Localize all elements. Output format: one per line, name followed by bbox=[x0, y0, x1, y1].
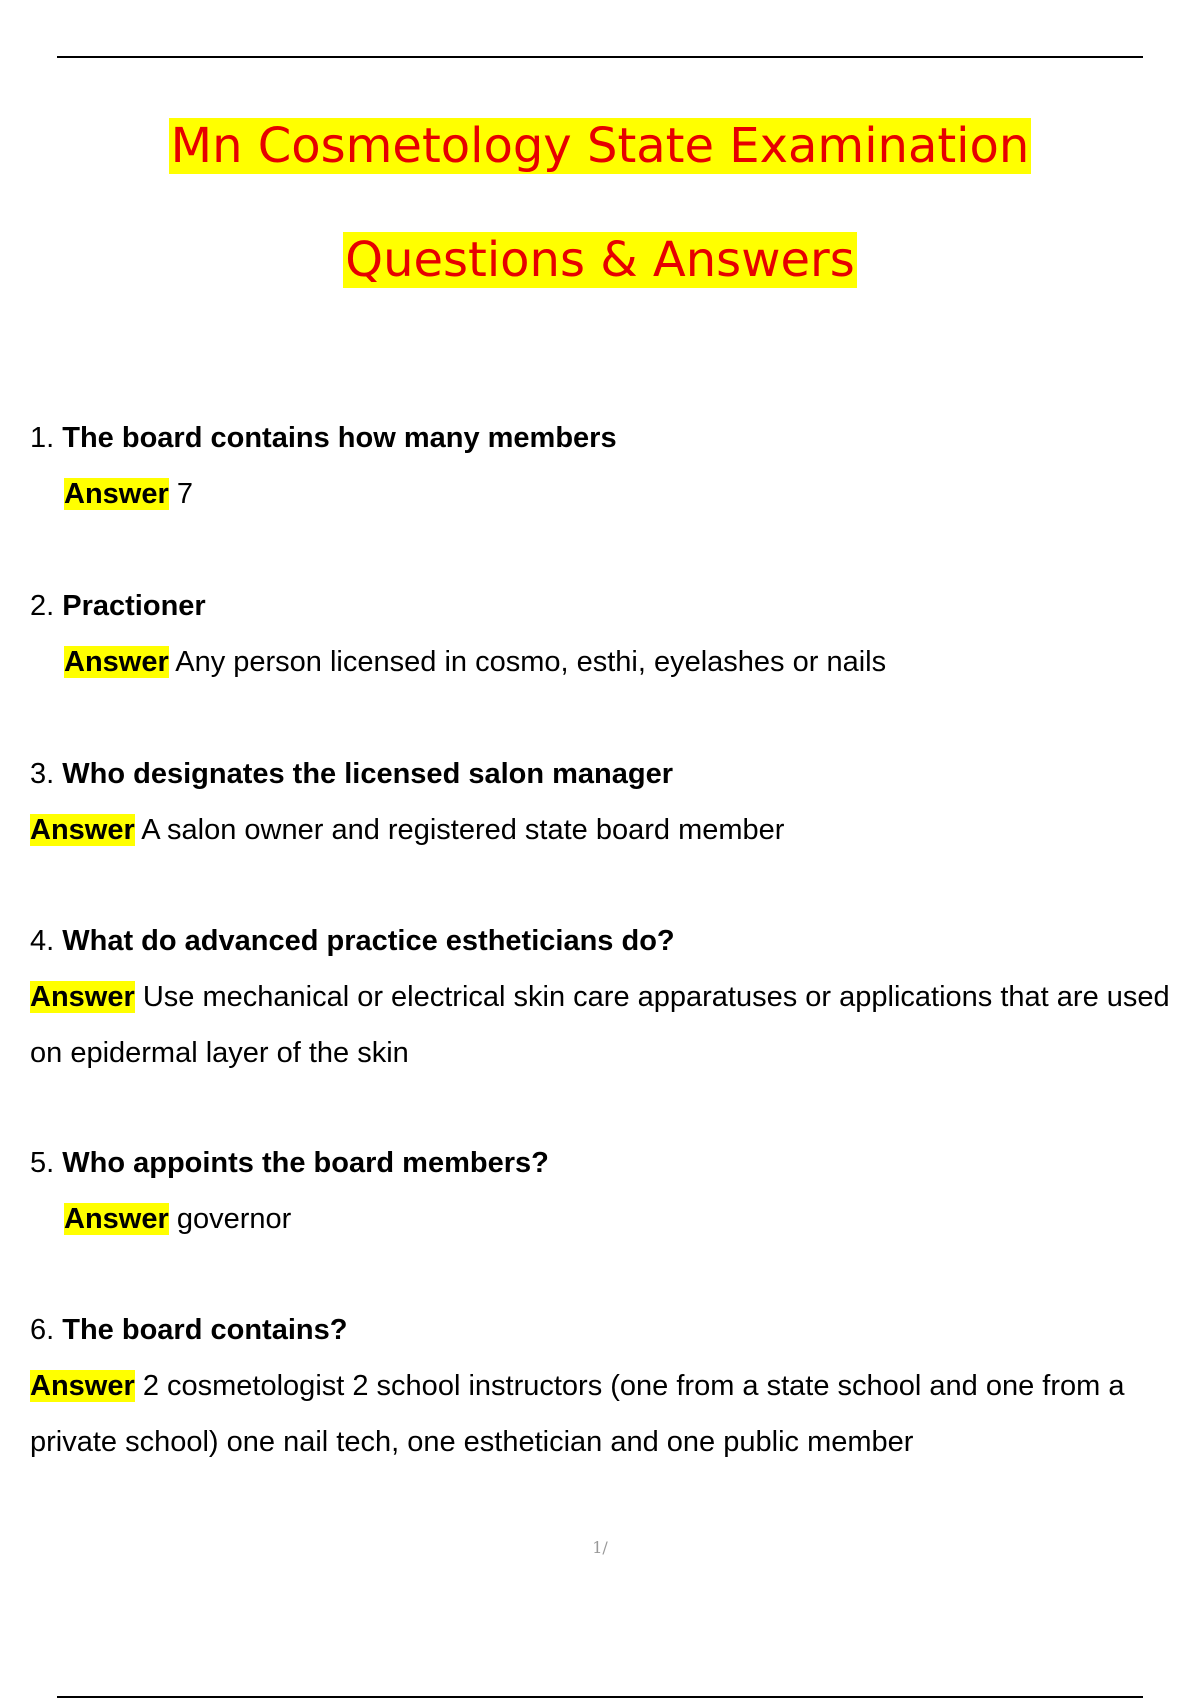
answer-text: A salon owner and registered state board member bbox=[141, 814, 785, 846]
question-2 bbox=[30, 578, 1170, 634]
question-number: 1. bbox=[30, 422, 55, 454]
answer-label: Answer bbox=[30, 981, 135, 1013]
answer-text: Use mechanical or electrical skin care apparatuses or applications that are used on epidermal layer of the skin bbox=[30, 981, 1170, 1069]
question-3 bbox=[30, 746, 1170, 802]
qa-item-4 bbox=[30, 913, 1170, 1081]
answer-label: Answer bbox=[64, 646, 169, 678]
question-number: 6. bbox=[30, 1314, 55, 1346]
title-text-1: Mn Cosmetology State Examination bbox=[170, 118, 1030, 174]
question-text: Practioner bbox=[62, 590, 206, 622]
answer-label: Answer bbox=[30, 1370, 135, 1402]
answer-4 bbox=[30, 969, 1170, 1081]
question-number: 5. bbox=[30, 1147, 55, 1179]
answer-2 bbox=[30, 634, 1170, 690]
question-number: 4. bbox=[30, 925, 55, 957]
bottom-rule bbox=[57, 1696, 1143, 1698]
question-text: The board contains? bbox=[62, 1314, 348, 1346]
title-line-1 bbox=[0, 110, 1200, 182]
answer-text: 7 bbox=[176, 478, 193, 510]
answer-label: Answer bbox=[30, 814, 135, 846]
question-4 bbox=[30, 913, 1170, 969]
answer-label: Answer bbox=[64, 1203, 169, 1235]
question-6 bbox=[30, 1302, 1170, 1358]
question-text: Who designates the licensed salon manager bbox=[62, 758, 674, 790]
question-text: Who appoints the board members? bbox=[62, 1147, 549, 1179]
top-rule bbox=[57, 56, 1143, 58]
answer-1 bbox=[30, 466, 1170, 522]
answer-label: Answer bbox=[64, 478, 169, 510]
qa-item-1 bbox=[30, 410, 1170, 522]
qa-item-6 bbox=[30, 1302, 1170, 1470]
answer-5 bbox=[30, 1191, 1170, 1247]
title-line-2 bbox=[0, 224, 1200, 296]
question-5 bbox=[30, 1135, 1170, 1191]
answer-6 bbox=[30, 1358, 1170, 1470]
answer-text: Any person licensed in cosmo, esthi, eyelashes or nails bbox=[175, 646, 887, 678]
answer-text: 2 cosmetologist 2 school instructors (one from a state school and one from a private school) one nail tech, one esthetician and one public member bbox=[30, 1370, 1125, 1458]
qa-item-3 bbox=[30, 746, 1170, 858]
page-number: 1/ bbox=[592, 1538, 608, 1557]
answer-3 bbox=[30, 802, 1170, 858]
question-1 bbox=[30, 410, 1170, 466]
qa-item-5 bbox=[30, 1135, 1170, 1247]
question-number: 3. bbox=[30, 758, 55, 790]
answer-text: governor bbox=[176, 1203, 292, 1235]
title-text-2: Questions & Answers bbox=[345, 232, 855, 288]
question-text: The board contains how many members bbox=[62, 422, 617, 454]
question-text: What do advanced practice estheticians do? bbox=[62, 925, 675, 957]
qa-item-2 bbox=[30, 578, 1170, 690]
question-number: 2. bbox=[30, 590, 55, 622]
